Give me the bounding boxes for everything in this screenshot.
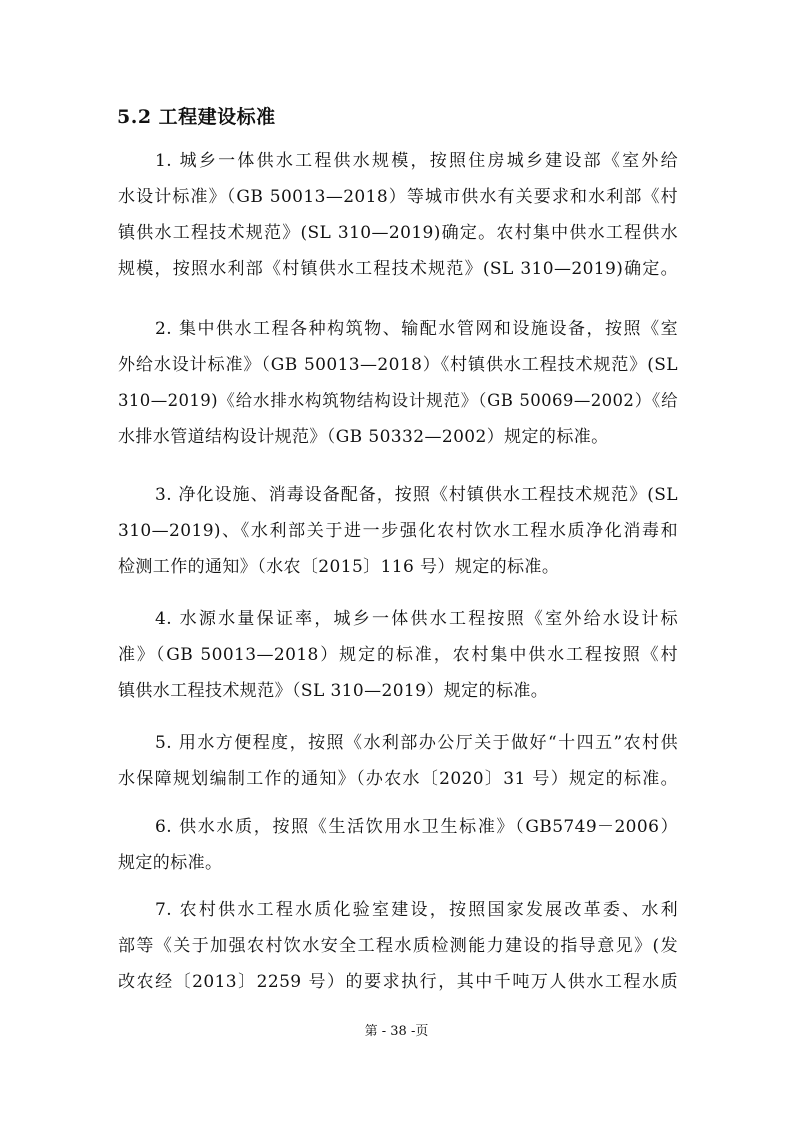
paragraph-line: 6. 供水水质，按照《生活饮用水卫生标准》（GB5749－2006） [155, 817, 678, 837]
paragraph-2 [118, 311, 678, 455]
paragraph-6 [118, 809, 678, 881]
paragraph-line: 部等《关于加强农村饮水安全工程水质检测能力建设的指导意见》(发 [118, 936, 678, 956]
paragraph-line: 水设计标准》（GB 50013—2018）等城市供水有关要求和水利部《村 [118, 187, 678, 207]
paragraph-line: 镇供水工程技术规范》（SL 310—2019）规定的标准。 [118, 681, 549, 701]
section-heading: 5.2 工程建设标准 [117, 106, 276, 128]
paragraph-line: 外给水设计标准》（GB 50013—2018）《村镇供水工程技术规范》(SL [118, 355, 678, 375]
paragraph-3 [118, 477, 678, 585]
paragraph-line: 310—2019)、《水利部关于进一步强化农村饮水工程水质净化消毒和 [118, 521, 678, 541]
paragraph-line: 检测工作的通知》（水农〔2015〕116 号）规定的标准。 [118, 557, 560, 577]
paragraph-line: 准》（GB 50013—2018）规定的标准，农村集中供水工程按照《村 [118, 645, 678, 665]
paragraph-line: 7. 农村供水工程水质化验室建设，按照国家发展改革委、水利 [155, 900, 678, 920]
paragraph-line: 5. 用水方便程度，按照《水利部办公厅关于做好“十四五”农村供 [155, 733, 678, 753]
paragraph-line: 1. 城乡一体供水工程供水规模，按照住房城乡建设部《室外给 [155, 151, 678, 171]
paragraph-7 [118, 892, 678, 1000]
paragraph-line: 3. 净化设施、消毒设备配备，按照《村镇供水工程技术规范》(SL [155, 485, 678, 505]
paragraph-line: 规模，按照水利部《村镇供水工程技术规范》(SL 310—2019)确定。 [118, 259, 678, 279]
paragraph-1 [118, 143, 678, 287]
paragraph-line: 改农经〔2013〕2259 号）的要求执行，其中千吨万人供水工程水质 [118, 972, 678, 992]
paragraph-4 [118, 601, 678, 709]
paragraph-line: 镇供水工程技术规范》(SL 310—2019)确定。农村集中供水工程供水 [118, 223, 678, 243]
paragraph-5 [118, 725, 678, 797]
paragraph-line: 310—2019)《给水排水构筑物结构设计规范》（GB 50069—2002）《给 [118, 391, 678, 410]
page-number: 第 - 38 -页 [364, 1024, 429, 1039]
paragraph-line: 4. 水源水量保证率，城乡一体供水工程按照《室外给水设计标 [155, 609, 678, 629]
paragraph-line: 水保障规划编制工作的通知》（办农水〔2020〕31 号）规定的标准。 [118, 769, 678, 789]
paragraph-line: 2. 集中供水工程各种构筑物、输配水管网和设施设备，按照《室 [155, 319, 678, 339]
paragraph-line: 规定的标准。 [118, 853, 223, 873]
paragraph-line: 水排水管道结构设计规范》（GB 50332—2002）规定的标准。 [118, 427, 609, 447]
